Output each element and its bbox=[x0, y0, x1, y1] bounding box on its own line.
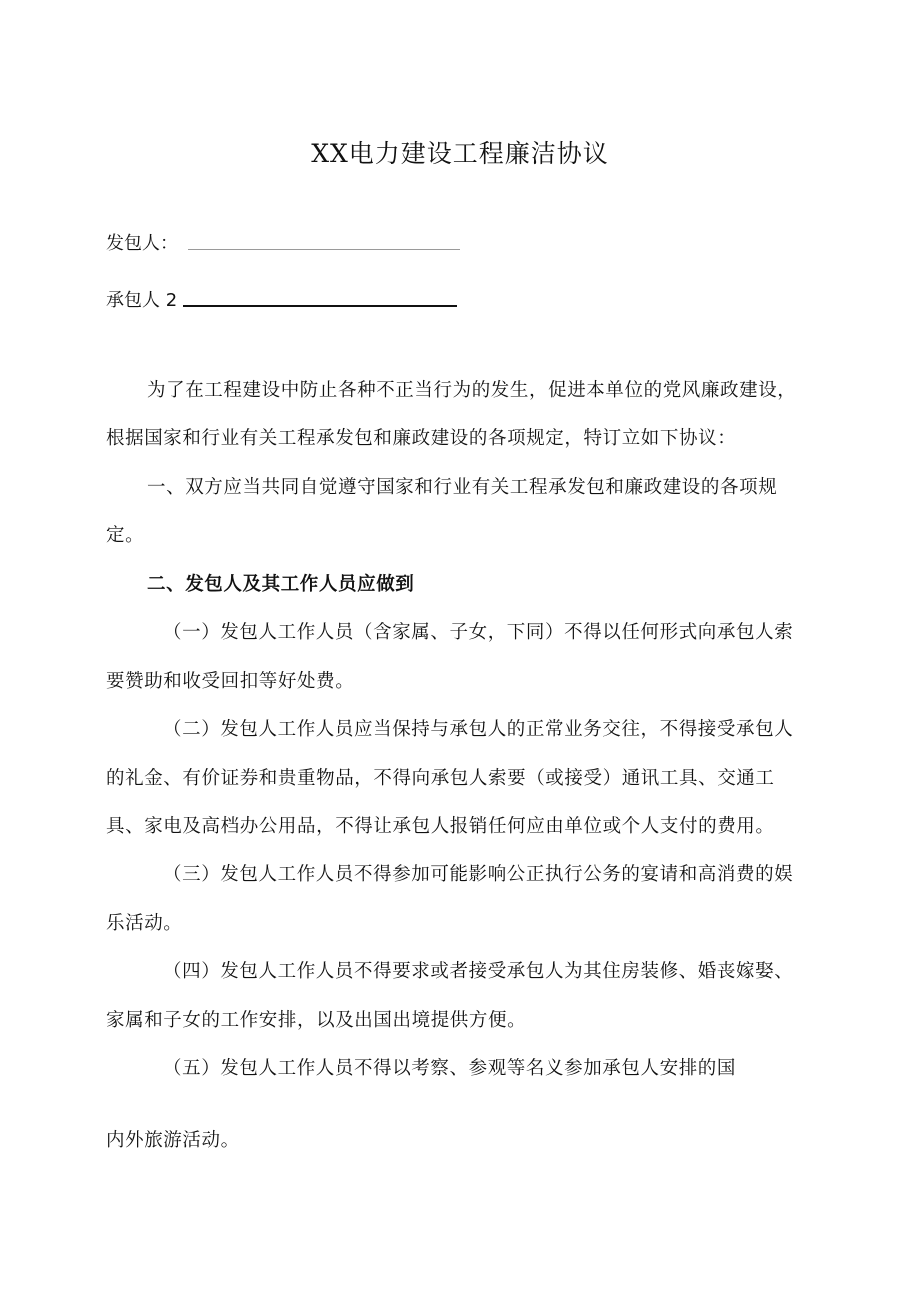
document-title: XX电力建设工程廉洁协议 bbox=[311, 139, 609, 168]
employer-field bbox=[106, 229, 460, 255]
contractor-blank-line bbox=[183, 305, 457, 307]
body-line: 具、家电及高档办公用品，不得让承包人报销任何应由单位或个人支付的费用。 bbox=[106, 816, 775, 837]
employer-label: 发包人： bbox=[106, 233, 178, 254]
body-line: 的礼金、有价证券和贵重物品，不得向承包人索要（或接受）通讯工具、交通工 bbox=[106, 768, 775, 789]
body-line: 根据国家和行业有关工程承发包和廉政建设的各项规定，特订立如下协议： bbox=[106, 428, 737, 449]
body-line: 要赞助和收受回扣等好处费。 bbox=[106, 671, 355, 692]
contractor-label: 承包人 2 bbox=[106, 290, 178, 311]
employer-blank-line bbox=[188, 249, 460, 250]
body-line: 定。 bbox=[106, 525, 145, 546]
body-line: 一、双方应当共同自觉遵守国家和行业有关工程承发包和廉政建设的各项规 bbox=[147, 477, 778, 498]
body-line: （四）发包人工作人员不得要求或者接受承包人为其住房装修、婚丧嫁娶、 bbox=[163, 961, 794, 982]
body-line: （三）发包人工作人员不得参加可能影响公正执行公务的宴请和高消费的娱 bbox=[163, 864, 794, 885]
body-line: （五）发包人工作人员不得以考察、参观等名义参加承包人安排的国 bbox=[163, 1058, 737, 1079]
body-line: 内外旅游活动。 bbox=[106, 1130, 240, 1151]
body-line: 为了在工程建设中防止各种不正当行为的发生，促进本单位的党风廉政建设， bbox=[147, 380, 797, 401]
body-line: （二）发包人工作人员应当保持与承包人的正常业务交往，不得接受承包人 bbox=[163, 719, 794, 740]
body-line: （一）发包人工作人员（含家属、子女，下同）不得以任何形式向承包人索 bbox=[163, 622, 794, 643]
body-line: 乐活动。 bbox=[106, 913, 183, 934]
contractor-field bbox=[106, 286, 457, 312]
body-line: 家属和子女的工作安排，以及出国出境提供方便。 bbox=[106, 1010, 527, 1031]
section-heading: 二、发包人及其工作人员应做到 bbox=[147, 574, 415, 595]
